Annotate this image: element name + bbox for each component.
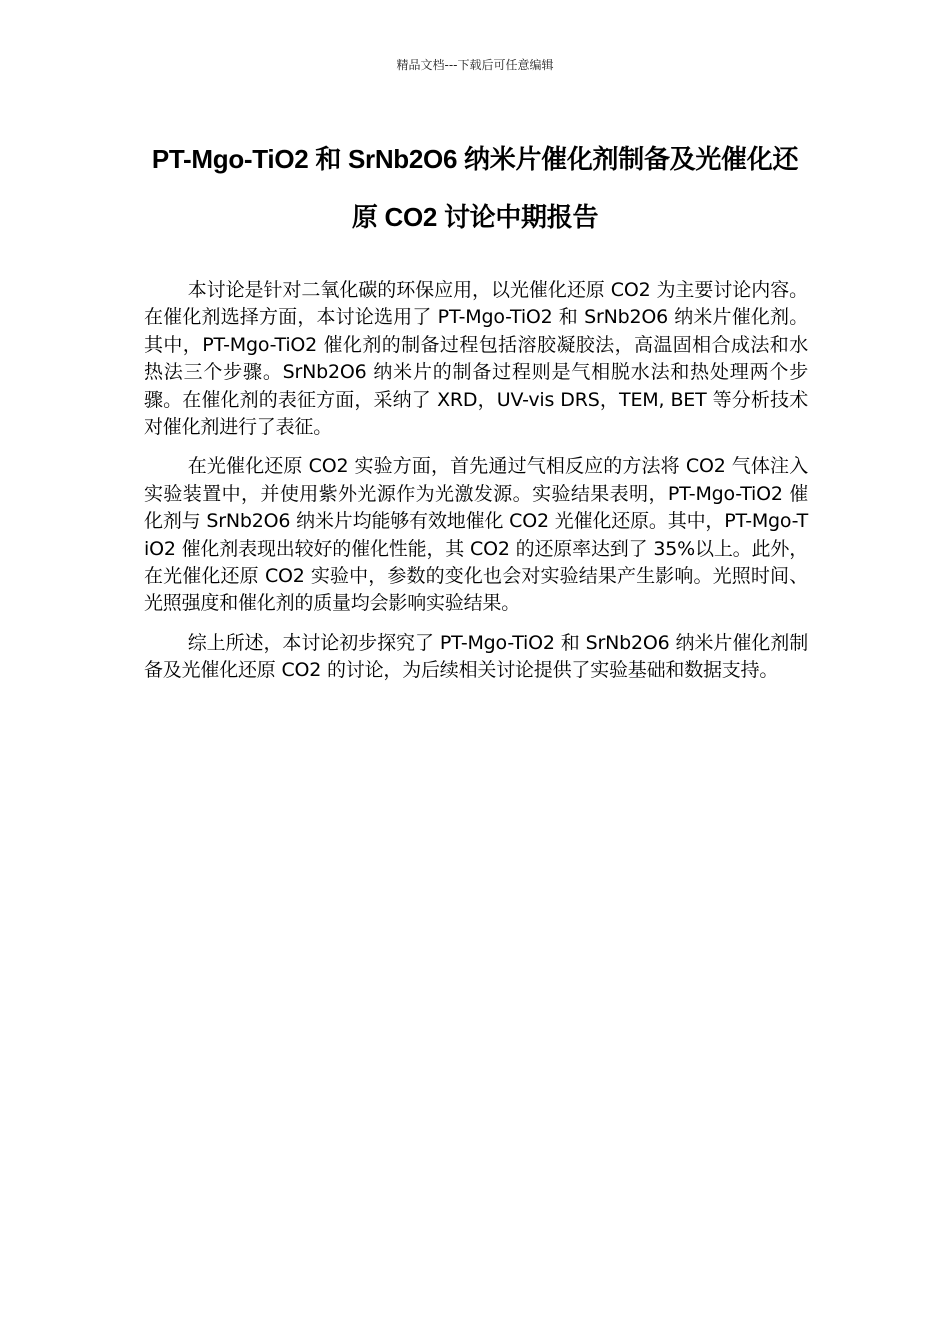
- document-title: PT-Mgo-TiO2 和 SrNb2O6 纳米片催化剂制备及光催化还原 CO2 讨论中期报告: [151, 144, 799, 232]
- page-header-note: 精品文档---下载后可任意编辑: [396, 58, 554, 72]
- document-body: [144, 277, 808, 697]
- paragraph-conclusion: 综上所述，本讨论初步探究了 PT-Mgo-TiO2 和 SrNb2O6 纳米片催化剂制备及光催化还原 CO2 的讨论，为后续相关讨论提供了实验基础和数据支持。: [144, 631, 808, 682]
- paragraph-experiment: 在光催化还原 CO2 实验方面，首先通过气相反应的方法将 CO2 气体注入实验装置中，并使用紫外光源作为光激发源。实验结果表明，PT-Mgo-TiO2 催化剂与 SrNb2O6 纳米片均能够有效地催化 CO2 光催化还原。其中，PT-Mgo-TiO2 催化剂表现出较好的催化性能，其 CO2 的还原率达到了 35%以上。此外，在光催化还原 CO2 实验中，参数的变化也会对实验结果产生影响。光照时间、光照强度和催化剂的质量均会影响实验结果。: [144, 455, 808, 615]
- paragraph-summary: 本讨论是针对二氧化碳的环保应用，以光催化还原 CO2 为主要讨论内容。在催化剂选择方面，本讨论选用了 PT-Mgo-TiO2 和 SrNb2O6 纳米片催化剂。其中，PT-Mgo-TiO2 催化剂的制备过程包括溶胶凝胶法，高温固相合成法和水热法三个步骤。SrNb2O6 纳米片的制备过程则是气相脱水法和热处理两个步骤。在催化剂的表征方面，采纳了 XRD，UV-vis DRS，TEM, BET 等分析技术对催化剂进行了表征。: [144, 279, 808, 439]
